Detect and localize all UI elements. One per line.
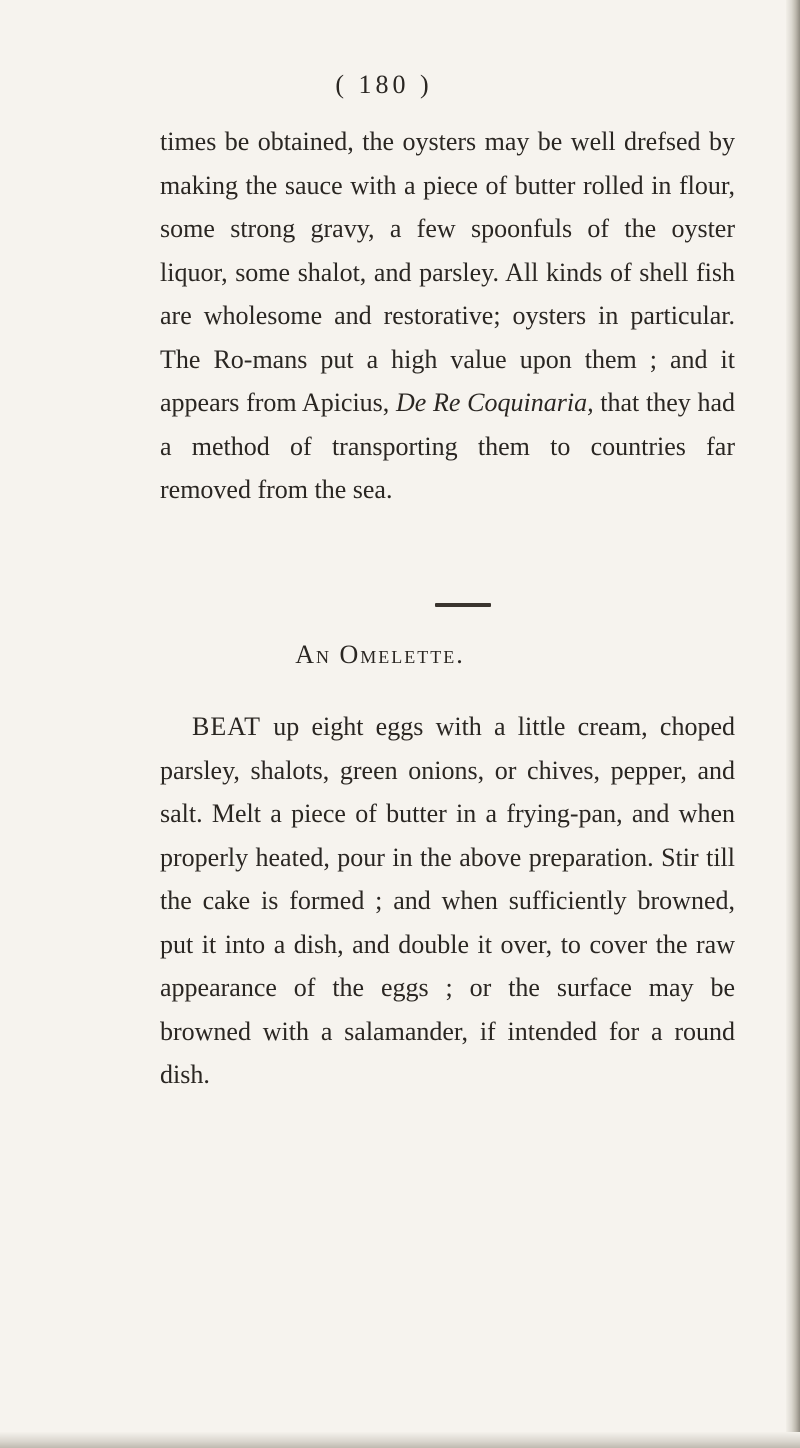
paragraph-oysters-part2: that they had a method of transporting them to countries far removed from the sea. bbox=[160, 388, 735, 504]
page-edge-right bbox=[786, 0, 800, 1448]
book-title-italic: De Re Coquinaria, bbox=[396, 388, 594, 417]
page-edge-bottom bbox=[0, 1432, 800, 1448]
paragraph-lead-word: BEAT bbox=[192, 712, 261, 741]
paragraph-omelette-body: up eight eggs with a little cream, choped parsley, shalots, green onions, or chives, pepper, and salt. Melt a piece of butter in a frying-pan, and when properly heated, pour in the above preparation. Stir till the cake is formed ; and when sufficiently browned, put it into a dish, and double it over, to cover the raw appearance of the eggs ; or the surface may be browned with a salamander, if intended for a round dish. bbox=[160, 712, 735, 1089]
section-divider bbox=[435, 603, 491, 607]
paragraph-omelette-text bbox=[160, 705, 735, 1097]
paragraph-oysters-text bbox=[160, 120, 735, 512]
paragraph-omelette bbox=[160, 705, 735, 1097]
paragraph-oysters bbox=[160, 120, 735, 512]
page-number: ( 180 ) bbox=[335, 70, 433, 99]
paragraph-oysters-part1: times be obtained, the oysters may be well drefsed by making the sauce with a piece of butter rolled in flour, some strong gravy, a few spoonfuls of the oyster liquor, some shalot, and parsley. All kinds of shell fish are wholesome and restorative; oysters in particular. The Ro-mans put a high value upon them ; and it appears from Apicius, bbox=[160, 127, 735, 417]
section-heading: An Omelette. bbox=[295, 640, 465, 669]
